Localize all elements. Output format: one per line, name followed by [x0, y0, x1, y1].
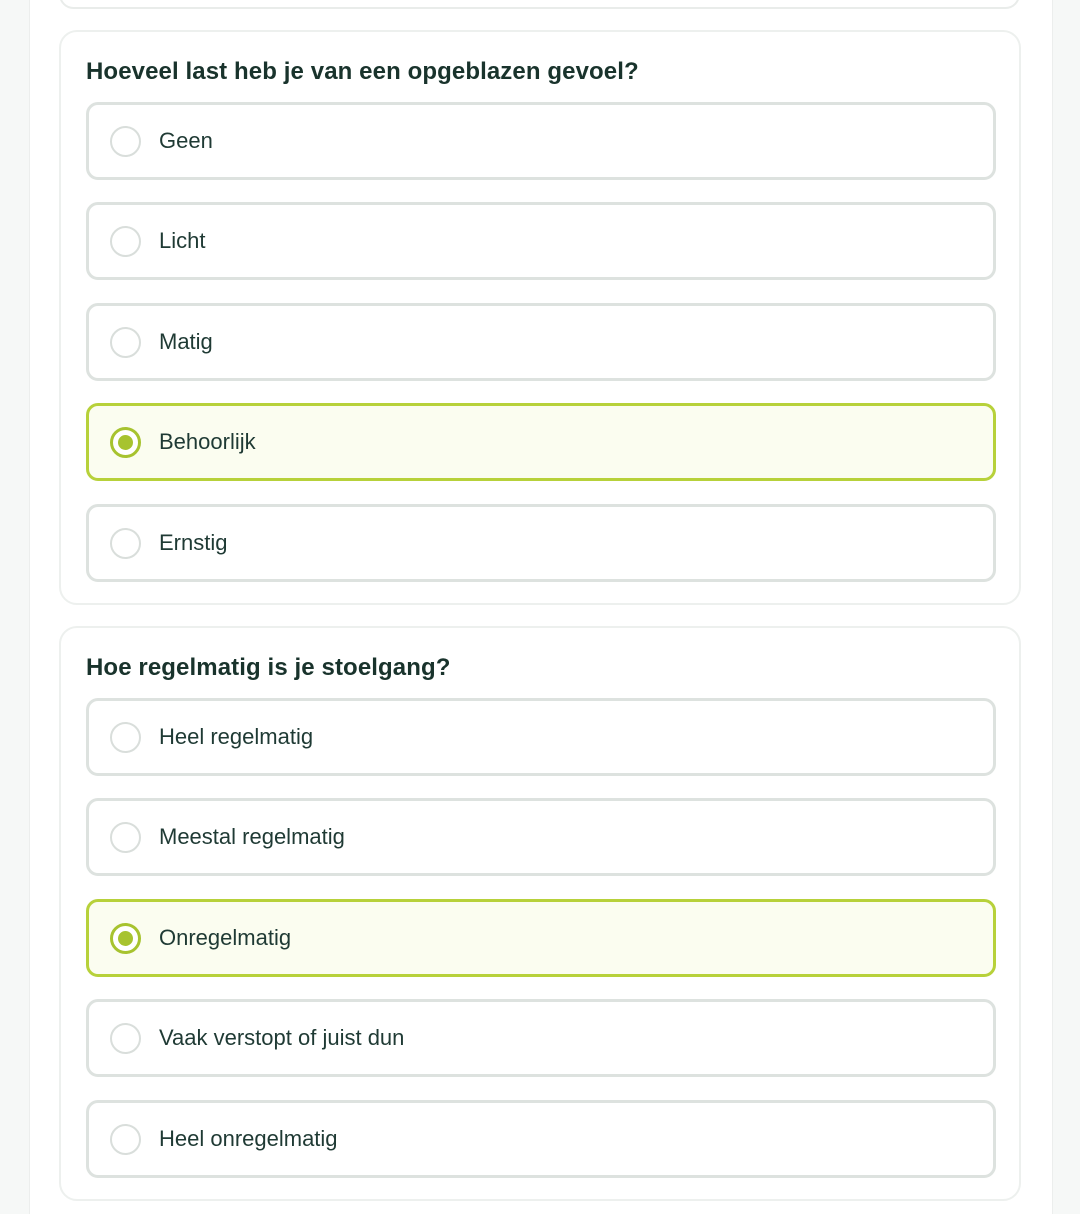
answer-label: Onregelmatig [159, 925, 292, 950]
radio-checked-icon[interactable] [110, 923, 141, 954]
previous-question-card [59, 0, 1020, 9]
answer-option-matig[interactable] [86, 303, 996, 381]
question-title: Hoe regelmatig is je stoelgang? [86, 654, 451, 681]
radio-unchecked-icon[interactable] [110, 226, 141, 257]
answer-option-behoorlijk[interactable] [86, 403, 996, 481]
radio-unchecked-icon[interactable] [110, 722, 141, 753]
answer-label: Meestal regelmatig [159, 824, 345, 849]
radio-unchecked-icon[interactable] [110, 327, 141, 358]
radio-unchecked-icon[interactable] [110, 822, 141, 853]
radio-unchecked-icon[interactable] [110, 126, 141, 157]
question-card-bloating [59, 30, 1021, 605]
answer-option-heel-regelmatig[interactable] [86, 698, 996, 776]
answer-label: Matig [159, 329, 213, 354]
answer-option-licht[interactable] [86, 202, 996, 280]
radio-unchecked-icon[interactable] [110, 1124, 141, 1155]
answer-label: Heel onregelmatig [159, 1126, 338, 1151]
answer-option-meestal-regelmatig[interactable] [86, 798, 996, 876]
radio-unchecked-icon[interactable] [110, 528, 141, 559]
radio-unchecked-icon[interactable] [110, 1023, 141, 1054]
answer-label: Heel regelmatig [159, 724, 314, 749]
answer-option-vaak-verstopt[interactable] [86, 999, 996, 1077]
question-card-bowel-movement [59, 626, 1021, 1201]
answer-option-onregelmatig[interactable] [86, 899, 996, 977]
answer-label: Ernstig [159, 530, 228, 555]
radio-checked-icon[interactable] [110, 427, 141, 458]
answer-label: Licht [159, 228, 206, 253]
answer-label: Vaak verstopt of juist dun [159, 1025, 405, 1050]
answer-option-heel-onregelmatig[interactable] [86, 1100, 996, 1178]
answer-option-geen[interactable] [86, 102, 996, 180]
answer-label: Geen [159, 128, 213, 153]
question-title: Hoeveel last heb je van een opgeblazen gevoel? [86, 58, 639, 85]
answer-option-ernstig[interactable] [86, 504, 996, 582]
answer-label: Behoorlijk [159, 429, 256, 454]
